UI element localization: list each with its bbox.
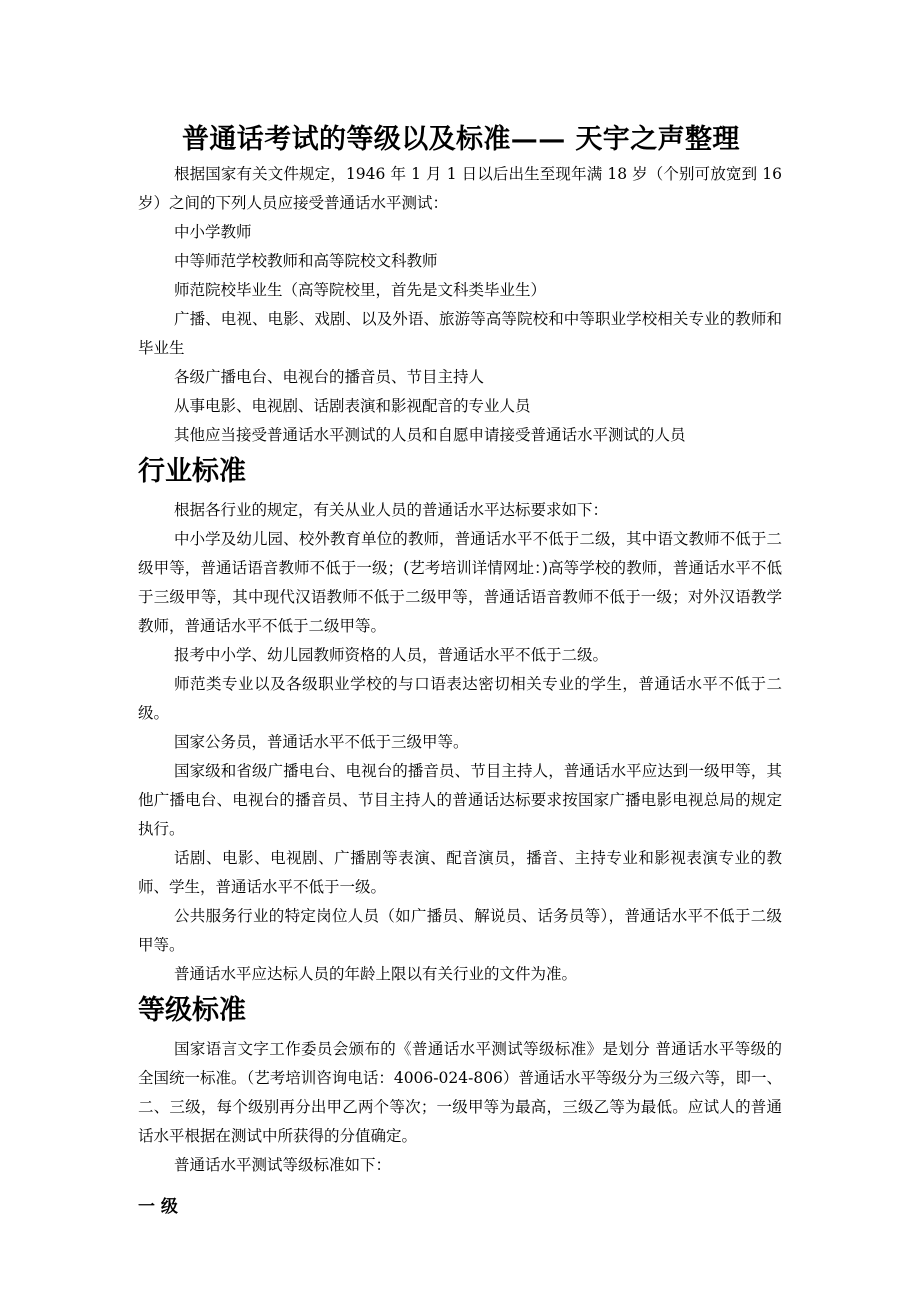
industry-paragraph: 报考中小学、幼儿园教师资格的人员，普通话水平不低于二级。 <box>174 646 609 664</box>
industry-paragraph: 师范类专业以及各级职业学校的与口语表达密切相关专业的学生，普通话水平不低于二级。 <box>138 675 782 722</box>
grade-paragraph: 普通话水平测试等级标准如下： <box>174 1156 392 1174</box>
document-title: 普通话考试的等级以及标准—— 天宇之声整理 <box>182 124 740 155</box>
group-item: 其他应当接受普通话水平测试的人员和自愿申请接受普通话水平测试的人员 <box>174 426 686 444</box>
group-item: 各级广播电台、电视台的播音员、节目主持人 <box>174 368 485 386</box>
industry-paragraph: 国家公务员，普通话水平不低于三级甲等。 <box>174 733 469 751</box>
group-item: 中等师范学校教师和高等院校文科教师 <box>174 252 438 270</box>
grade-paragraph: 国家语言文字工作委员会颁布的《普通话水平测试等级标准》是划分 普通话水平等级的全国统一标准。（艺考培训咨询电话：4006-024-806）普通话水平等级分为三级六等，即一、二、三级，每个级别再分出甲乙两个等次；一级甲等为最高，三级乙等为最低。应试人的普通话水平根据在测试中所获得的分值确定。 <box>138 1040 782 1145</box>
group-item: 从事电影、电视剧、话剧表演和影视配音的专业人员 <box>174 397 531 415</box>
industry-paragraph: 中小学及幼儿园、校外教育单位的教师，普通话水平不低于二级，其中语文教师不低于二级甲等，普通话语音教师不低于一级；(艺考培训详情网址：)高等学校的教师，普通话水平不低于三级甲等，其中现代汉语教师不低于二级甲等，普通话语音教师不低于一级；对外汉语教学教师，普通话水平不低于二级甲等。 <box>138 530 782 635</box>
industry-paragraph: 普通话水平应达标人员的年龄上限以有关行业的文件为准。 <box>174 965 578 983</box>
industry-paragraph: 根据各行业的规定，有关从业人员的普通话水平达标要求如下： <box>174 501 609 519</box>
industry-heading: 行业标准 <box>138 456 246 487</box>
group-item: 中小学教师 <box>174 223 252 241</box>
industry-paragraph: 公共服务行业的特定岗位人员（如广播员、解说员、话务员等），普通话水平不低于二级甲等。 <box>138 907 782 954</box>
industry-paragraph: 国家级和省级广播电台、电视台的播音员、节目主持人，普通话水平应达到一级甲等，其他广播电台、电视台的播音员、节目主持人的普通话达标要求按国家广播电影电视总局的规定执行。 <box>138 762 782 838</box>
grade-heading: 等级标准 <box>138 995 246 1026</box>
level-one-heading: 一 级 <box>138 1197 178 1217</box>
industry-paragraph: 话剧、电影、电视剧、广播剧等表演、配音演员，播音、主持专业和影视表演专业的教师、学生，普通话水平不低于一级。 <box>138 849 782 896</box>
group-item: 师范院校毕业生（高等院校里，首先是文科类毕业生） <box>174 281 547 299</box>
group-item: 广播、电视、电影、戏剧、以及外语、旅游等高等院校和中等职业学校相关专业的教师和毕业生 <box>138 310 782 357</box>
intro-paragraph: 根据国家有关文件规定，1946 年 1 月 1 日以后出生至现年满 18 岁（个别可放宽到 16 岁）之间的下列人员应接受普通话水平测试： <box>138 165 782 212</box>
document-body <box>138 160 782 1220</box>
